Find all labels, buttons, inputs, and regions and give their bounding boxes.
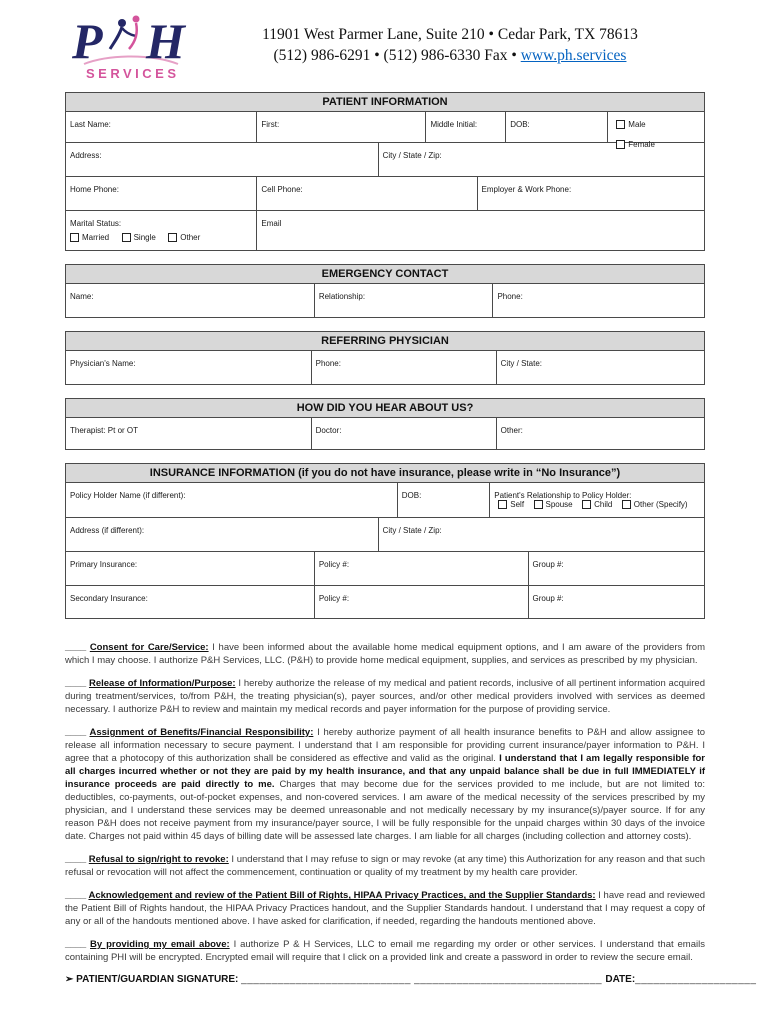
logo-letter-p: P (72, 13, 103, 69)
self-label: Self (510, 500, 525, 509)
other-marital-label: Other (180, 233, 201, 242)
other-relationship-label: Other (Specify) (633, 500, 688, 509)
logo-services-text: SERVICES (86, 66, 180, 81)
secondary-group-number-field[interactable]: Group #: (532, 594, 564, 603)
physician-name-field[interactable]: Physician's Name: (66, 351, 312, 384)
physician-city-state-field[interactable]: City / State: (500, 359, 542, 368)
primary-policy-number-field[interactable]: Policy #: (315, 552, 529, 585)
ph-services-logo-art (70, 10, 190, 86)
consent-paragraphs (65, 641, 705, 964)
secondary-insurance-field[interactable]: Secondary Insurance: (66, 586, 315, 618)
other-source-field[interactable]: Other: (500, 426, 523, 435)
home-phone-field[interactable]: Home Phone: (66, 177, 257, 210)
spouse-label: Spouse (545, 500, 573, 509)
female-label: Female (628, 140, 655, 149)
company-contact-line (190, 47, 710, 65)
patient-information-title: PATIENT INFORMATION (66, 93, 704, 112)
policy-holder-dob-field[interactable]: DOB: (398, 483, 491, 517)
refusal-paragraph: ____ Refusal to sign/right to revoke: I understand that I may refuse to sign or may revoke (at any time) this Authorization for any reason and that such refusal or revocation will not affect the commencement, continuation or quality of my treatment by my health care provider. (65, 854, 705, 878)
spouse-checkbox[interactable] (534, 500, 543, 509)
emergency-contact-section (65, 264, 705, 318)
primary-group-number-field[interactable]: Group #: (532, 560, 564, 569)
other-marital-checkbox[interactable] (168, 233, 177, 242)
page-header (0, 0, 770, 92)
doctor-field[interactable]: Doctor: (312, 418, 497, 449)
self-checkbox[interactable] (498, 500, 507, 509)
signature-row (65, 974, 757, 985)
company-header-text (190, 10, 770, 65)
emergency-relationship-field[interactable]: Relationship: (315, 284, 494, 317)
cell-phone-field[interactable]: Cell Phone: (257, 177, 477, 210)
patient-information-section (65, 92, 705, 251)
address-field[interactable]: Address: (66, 143, 379, 176)
hear-about-us-title: HOW DID YOU HEAR ABOUT US? (66, 399, 704, 418)
signature-label: PATIENT/GUARDIAN SIGNATURE: (76, 974, 242, 985)
first-name-field[interactable]: First: (257, 112, 426, 142)
company-address: 11901 West Parmer Lane, Suite 210 • Cedar Park, TX 78613 (262, 26, 638, 43)
city-state-zip-field[interactable]: City / State / Zip: (382, 151, 442, 160)
single-checkbox[interactable] (122, 233, 131, 242)
middle-initial-field[interactable]: Middle Initial: (426, 112, 506, 142)
insurance-city-state-zip-field[interactable]: City / State / Zip: (382, 526, 442, 535)
emergency-name-field[interactable]: Name: (66, 284, 315, 317)
gender-field (608, 112, 704, 149)
child-label: Child (594, 500, 613, 509)
ph-services-logo (70, 10, 190, 91)
married-checkbox[interactable] (70, 233, 79, 242)
referring-physician-section (65, 331, 705, 385)
male-checkbox[interactable] (616, 120, 625, 129)
child-checkbox[interactable] (582, 500, 591, 509)
hear-about-us-section (65, 398, 705, 450)
last-name-field[interactable]: Last Name: (66, 112, 257, 142)
release-paragraph: ____ Release of Information/Purpose: I hereby authorize the release of my medical and patient records, inclusive of all pertinent information acquired during treatment/services, to/from P&H, the treating physician(s), payer sources, and/or other medical providers involved with services as deemed necessary. I authorize P&H to review and maintain my medical records and payer information for the purpose of providing service. (65, 678, 705, 715)
assignment-paragraph: ____ Assignment of Benefits/Financial Responsibility: I hereby authorize payment of all health insurance benefits to P&H and allow assignee to release all information necessary to secure payment. I understand that I am responsible for providing current insurance/payer information to P&H. I agree that a photocopy of this authorization shall be considered as effective and valid as the original. I understand that I am legally responsible for all charges incurred whether or not they are paid by my health insurance, and that any unpaid balance shall be due in full IMMEDIATELY if insurance proceeds are paid directly to me. Charges that may become due for the services provided to me include, but are not limited to: deductibles, co-payments, out-of-pocket expenses, and non-covered services. I am aware of the medical necessity of the services prescribed by my physician, and I understand these services may be deemed unreasonable and not medically necessary by my insurance(s)/payer source. If for any reason P&H does not receive payment from my insurance/payer source, I will be fully responsible for the unpaid charges within 30 days of the invoice date. Charges not paid within 45 days of billing date will be assessed late charges. I am liable for all charges (including collection and attorney costs). (65, 727, 705, 842)
insurance-information-title: INSURANCE INFORMATION (if you do not have insurance, please write in “No Insurance”) (66, 464, 704, 483)
date-label: DATE: (605, 974, 636, 985)
secondary-policy-number-field[interactable]: Policy #: (315, 586, 529, 618)
insurance-information-section (65, 463, 705, 619)
emergency-phone-field[interactable]: Phone: (497, 292, 523, 301)
logo-letter-h: H (146, 13, 185, 69)
company-phones: (512) 986-6291 • (512) 986-6330 Fax • (273, 47, 521, 64)
dob-field[interactable]: DOB: (506, 112, 608, 142)
marital-status-field: Marital Status: Married Single Other (66, 211, 257, 250)
employer-work-phone-field[interactable]: Employer & Work Phone: (481, 185, 572, 194)
emergency-contact-title: EMERGENCY CONTACT (66, 265, 704, 284)
insurance-address-field[interactable]: Address (if different): (66, 518, 379, 551)
therapist-field[interactable]: Therapist: Pt or OT (66, 418, 312, 449)
acknowledgement-paragraph: ____ Acknowledgement and review of the Patient Bill of Rights, HIPAA Privacy Practices, and the Supplier Standards: I have read and reviewed the Patient Bill of Rights handout, the HIPAA Privacy Practices handout, and the Supplier Standards handout. I understand that I may request a copy of any or all of the handouts mentioned above. I have asked for clarification, if needed, regarding the handouts mentioned above. (65, 890, 706, 927)
referring-physician-title: REFERRING PHYSICIAN (66, 332, 704, 351)
email-field[interactable]: Email (261, 219, 282, 228)
date-line[interactable]: ____________________ (635, 974, 757, 985)
policy-holder-name-field[interactable]: Policy Holder Name (if different): (66, 483, 398, 517)
arrow-bullet-icon: ➢ (65, 974, 77, 985)
policy-holder-relationship-field: Patient's Relationship to Policy Holder: Self Spouse Child Other (Specify) (494, 491, 688, 509)
male-label: Male (628, 120, 646, 129)
married-label: Married (82, 233, 110, 242)
website-link[interactable]: www.ph.services (520, 47, 627, 64)
signature-line[interactable]: ____________________________ _______________________________ (241, 974, 606, 985)
physician-phone-field[interactable]: Phone: (312, 351, 497, 384)
email-consent-paragraph: ____ By providing my email above: I authorize P & H Services, LLC to email me regarding my order or other services. I understand that emails containing PHI will be encrypted. Encrypted email will require that I click on a provided link and create a password in order to review the secure email. (65, 939, 705, 963)
consent-paragraph: ____ Consent for Care/Service: I have been informed about the available home medical equipment options, and I am aware of the providers from which I may choose. I authorize P&H Services, LLC. (P&H) to provide home medical equipment, supplies, and services as prescribed by my physician. (65, 642, 705, 666)
single-label: Single (133, 233, 156, 242)
dancers-icon (110, 16, 140, 50)
other-relationship-checkbox[interactable] (622, 500, 631, 509)
primary-insurance-field[interactable]: Primary Insurance: (66, 552, 315, 585)
